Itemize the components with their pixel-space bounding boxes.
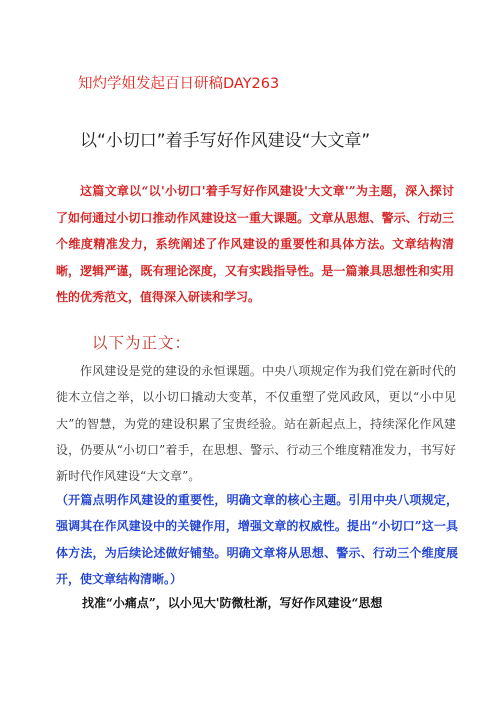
summary-paragraph: 这篇文章以“以'小切口'着手写好作风建设'大文章'”为主题，深入探讨了如何通过小切口推动作风建设这一重大课题。文章从思想、警示、行动三个维度精准发力，系统阐述了作风建设的重要性和具体方法。文章结构清晰，逻辑严谨，既有理论深度，又有实践指导性。是一篇兼具思想性和实用性的优秀范文，值得深入研读和学习。 [56, 184, 454, 304]
section-heading: 以下为正文： [92, 334, 192, 352]
sub-heading: 找准“小痛点”，以小见大'防微杜渐，写好作风建设“思想 [82, 596, 383, 610]
editor-note-paragraph: （开篇点明作风建设的重要性，明确文章的核心主题。引用中央八项规定，强调其在作风建设中的关键作用，增强文章的权威性。提出“小切口”这一具体方法，为后续论述做好铺垫。明确文章将从思想、警示、行动三个维度展开，使文章结构清晰。） [56, 493, 458, 586]
series-label: 知灼学姐发起百日研稿DAY263 [78, 76, 280, 92]
body-paragraph: 作风建设是党的建设的永恒课题。中央八项规定作为我们党在新时代的徙木立信之举，以小切口撬动大变革，不仅重塑了党风政风，更以“小中见大”的智慧，为党的建设积累了宝贵经验。站在新起点上，持续深化作风建设，仍要从“小切口”着手，在思想、警示、行动三个维度精准发力，书写好新时代作风建设“大文章”。 [56, 364, 456, 484]
document-title: 以“小切口”着手写好作风建设“大文章” [80, 131, 371, 151]
